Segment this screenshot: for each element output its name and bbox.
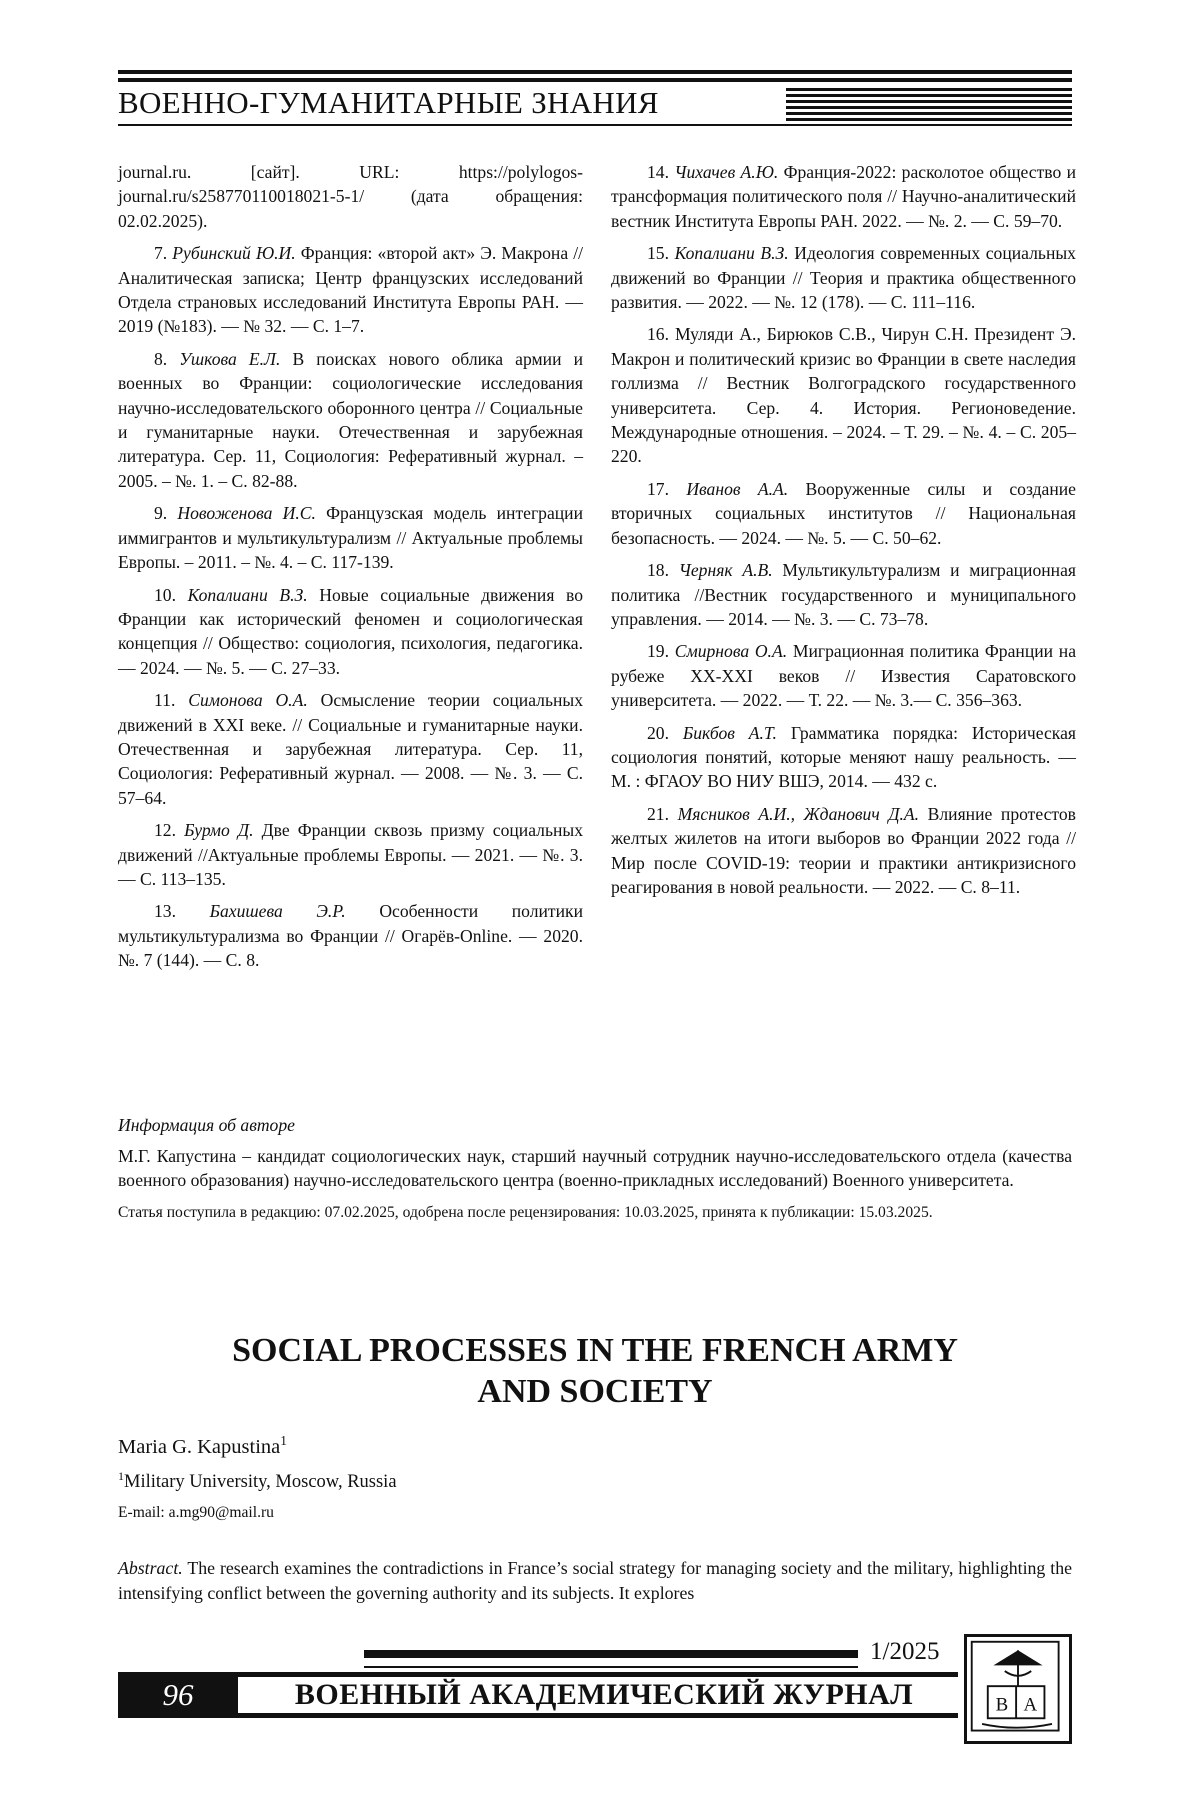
reference-author: Копалиани В.З. [187, 584, 308, 605]
reference-author: Новоженова И.С. [177, 503, 316, 524]
reference-author: Смирнова О.А. [674, 641, 788, 662]
reference-author: Ушкова Е.Л. [179, 348, 281, 369]
reference-text: journal.ru. [сайт]. URL: https://polylogos-journal.ru/s258770110018021-5-1/ (дата обращения: 02.02.2025). [118, 162, 583, 231]
reference-number: 20. [647, 722, 669, 743]
reference-item [118, 583, 583, 681]
footer-rule-thin [364, 1666, 858, 1668]
issue-number: 1/2025 [870, 1638, 940, 1665]
logo-letter-left: В [995, 1694, 1009, 1716]
reference-text: Две Франции сквозь призму социальных движений //Актуальные проблемы Европы. — 2021. — №. 3. — С. 113–135. [118, 820, 583, 889]
reference-item [611, 558, 1076, 631]
reference-author: Бахишева Э.Р. [209, 901, 346, 922]
reference-author: Копалиани В.З. [674, 243, 789, 264]
english-author-sup: 1 [280, 1433, 287, 1449]
abstract-label: Abstract. [118, 1558, 183, 1578]
reference-text: Новые социальные движения во Франции как исторический феномен и социологическая концепция // Общество: социология, психология, педагогика. — 2024. — №. 5. — С. 27–33. [118, 584, 583, 678]
author-info [118, 1113, 1072, 1223]
reference-text: Особенности политики мультикультурализма во Франции // Огарёв-Online. — 2020. №. 7 (144). — С. 8. [118, 901, 583, 971]
reference-author: Симонова О.А. [188, 690, 308, 711]
reference-text: В поисках нового облика армии и военных во Франции: социологические исследования научно-исследовательского оборонного центра // Социальные и гуманитарные науки. Отечественная и зарубежная литература. Сер. 11, Социология: Реферативный журнал. – 2005. – №. 1. – С. 82-88. [118, 348, 583, 491]
english-author [118, 1433, 287, 1459]
reference-number: 18. [647, 560, 669, 581]
reference-number: 10. [154, 584, 176, 605]
reference-text: Франция: «второй акт» Э. Макрона // Аналитическая записка; Центр французских исследований Отдела страновых исследований Института Европы РАН. — 2019 (№183). — № 32. — С. 1–7. [118, 243, 584, 337]
reference-item [611, 160, 1076, 233]
reference-text: Вооруженные силы и создание вторичных социальных институтов // Национальная безопасность. — 2024. — №. 5. — С. 50–62. [611, 478, 1076, 548]
author-info-label: Информация об авторе [118, 1115, 295, 1135]
reference-item [611, 639, 1076, 712]
reference-text: Влияние протестов желтых жилетов на итоги выборов во Франции 2022 года // Мир после COVID-19: теории и практики антикризисного реагирования в новой реальности. — 2022. — С. 8–11. [611, 803, 1076, 897]
reference-number: 11. [154, 690, 176, 711]
reference-number: 15. [647, 243, 669, 264]
english-affiliation [118, 1468, 397, 1493]
article-dates: Статья поступила в редакцию: 07.02.2025, одобрена после рецензирования: 10.03.2025, принята к публикации: 15.03.2025. [118, 1203, 933, 1221]
reference-text: Муляди А., Бирюков С.В., Чирун С.Н. Президент Э. Макрон и политический кризис во Франции в свете наследия голлизма // Вестник Волгоградского государственного университета. Сер. 4. История. Регионоведение. Международные отношения. – 2024. – Т. 29. – №. 4. – С. 205–220. [611, 324, 1076, 467]
reference-number: 21. [647, 803, 669, 824]
reference-item [611, 802, 1076, 900]
reference-item [118, 160, 583, 233]
reference-number: 17. [647, 478, 669, 499]
header-title: ВОЕННО-ГУМАНИТАРНЫЕ ЗНАНИЯ [118, 85, 659, 120]
reference-number: 19. [647, 641, 669, 662]
reference-text: Миграционная политика Франции на рубеже XX-XXI веков // Известия Саратовского университета. — 2022. — Т. 22. — №. 3.— С. 356–363. [611, 641, 1077, 711]
footer-rule-thick [364, 1650, 858, 1658]
reference-number: 16. [647, 324, 669, 345]
reference-text: Осмысление теории социальных движений в XXI веке. // Социальные и гуманитарные науки. Отечественная и зарубежная литература. Сер. 11, Социология: Реферативный журнал. — 2008. — №. 3. — С. 57–64. [118, 690, 584, 808]
author-info-text: М.Г. Капустина – кандидат социологических наук, старший научный сотрудник научно-исследовательского отдела (качества военного образования) научно-исследовательского центра (военно-прикладных исследований) Военного университета. [118, 1145, 1072, 1191]
reference-author: Чихачев А.Ю. [674, 162, 779, 182]
english-abstract [118, 1556, 1072, 1606]
reference-item [118, 347, 583, 493]
reference-item [118, 501, 583, 574]
english-title [118, 1330, 1072, 1412]
reference-item [118, 899, 583, 972]
reference-author: Бикбов А.Т. [682, 722, 777, 743]
reference-item [611, 477, 1076, 550]
reference-item [118, 241, 583, 339]
references-left-column [118, 160, 583, 981]
reference-number: 14. [647, 162, 669, 182]
english-email: E-mail: a.mg90@mail.ru [118, 1504, 274, 1521]
reference-author: Иванов А.А. [686, 478, 789, 499]
header-rule-second [118, 78, 1072, 82]
journal-logo-icon [964, 1634, 1072, 1744]
reference-item [118, 688, 583, 810]
header-rule-top [118, 70, 1072, 74]
english-title-line1: SOCIAL PROCESSES IN THE FRENCH ARMY [232, 1332, 958, 1369]
reference-text: Франция-2022: расколотое общество и трансформация политического поля // Научно-аналитический вестник Института Европы РАН. 2022. — №. 2. — С. 59–70. [611, 162, 1076, 231]
reference-author: Мясников А.И., Жданович Д.А. [677, 803, 920, 824]
reference-item [611, 322, 1076, 468]
header-rule-bottom [118, 124, 1072, 126]
reference-number: 12. [154, 820, 176, 841]
reference-text: Грамматика порядка: Историческая социология понятий, которые меняют нашу реальность. — М. : ФГАОУ ВО НИУ ВШЭ, 2014. — 432 с. [611, 722, 1076, 792]
reference-author: Черняк А.В. [678, 560, 773, 581]
affiliation-text: Military University, Moscow, Russia [124, 1472, 397, 1492]
reference-text: Идеология современных социальных движений во Франции // Теория и практика общественного развития. — 2022. — №. 12 (178). — С. 111–116. [611, 243, 1076, 313]
journal-title: ВОЕННЫЙ АКАДЕМИЧЕСКИЙ ЖУРНАЛ [294, 1678, 914, 1711]
abstract-text: The research examines the contradictions in France’s social strategy for managing society and the military, highlighting the intensifying conflict between the governing authority and its subjects. It explores [118, 1558, 1073, 1603]
reference-author: Рубинский Ю.И. [172, 243, 296, 264]
reference-item [611, 241, 1076, 314]
reference-number: 9. [154, 503, 168, 524]
reference-author: Бурмо Д. [184, 820, 254, 841]
english-title-line2: AND SOCIETY [477, 1373, 713, 1410]
english-author-name: Maria G. Kapustina [118, 1436, 281, 1458]
reference-text: Французская модель интеграции иммигрантов и мультикультурализм // Актуальные проблемы Европы. – 2011. – №. 4. – С. 117-139. [118, 503, 584, 573]
page-number: 96 [118, 1672, 238, 1718]
running-header [118, 68, 1072, 126]
reference-item [611, 721, 1076, 794]
reference-number: 7. [154, 243, 168, 264]
affiliation-sup: 1 [118, 1468, 125, 1483]
reference-number: 13. [154, 901, 176, 922]
reference-number: 8. [154, 348, 168, 369]
logo-letter-right: А [1023, 1694, 1038, 1716]
header-stripes [786, 88, 1072, 124]
reference-text: Мультикультурализм и миграционная политика //Вестник государственного и муниципального управления. — 2014. — №. 3. — С. 73–78. [611, 560, 1076, 629]
references-right-column [611, 160, 1076, 907]
reference-item [118, 818, 583, 891]
